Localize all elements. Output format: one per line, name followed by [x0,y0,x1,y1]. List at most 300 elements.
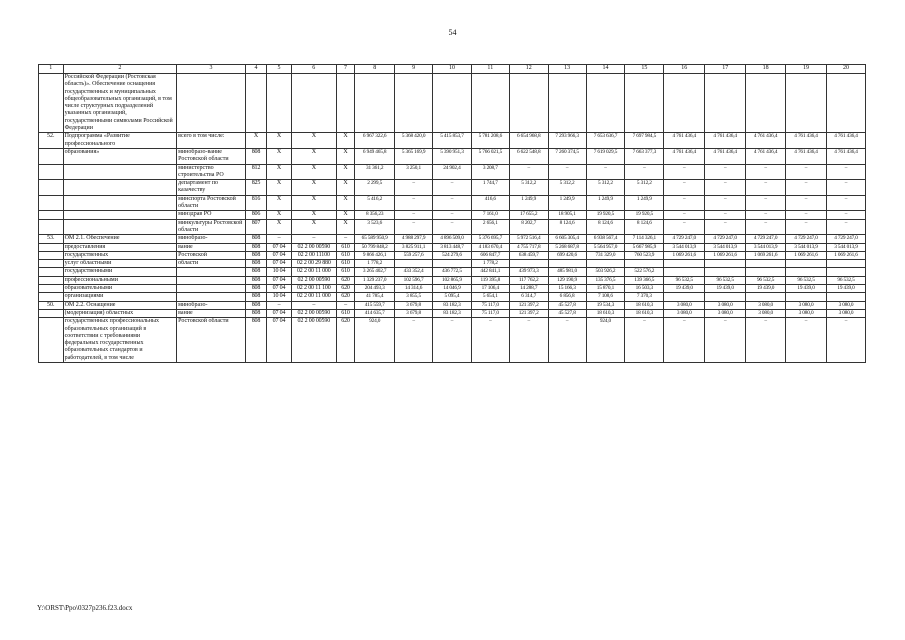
table-cell [705,293,746,301]
table-cell: 5 667 985,9 [625,243,664,251]
table-cell: 3 825 911,1 [395,243,433,251]
table-cell: 17 655,2 [509,211,548,219]
table-cell: вание [177,309,246,317]
table-cell [177,285,246,293]
table-cell: X [267,148,292,164]
table-cell: всего в том числе: [177,133,246,149]
table-cell: 3 080,0 [664,309,705,317]
table-cell: – [433,318,472,363]
table-cell: 139 366,5 [625,276,664,284]
table-cell: 8 124,6 [548,219,586,235]
table-cell: – [705,164,746,180]
table-cell [39,211,64,219]
table-cell [786,268,827,276]
table-cell: 8 124,6 [586,219,625,235]
table-cell: – [509,318,548,363]
table-cell [267,74,292,133]
table-cell: 14 314,6 [395,285,433,293]
table-cell: государственных профессиональных образовательных организаций в соответствии с требованиями федеральных государственных образовательных стандартов и работодателей, в том числе [63,318,177,363]
table-cell: – [267,235,292,243]
table-cell: 414 635,7 [355,309,395,317]
table-cell [433,260,472,268]
table-cell: 18 905,1 [548,211,586,219]
table-cell: 5 312,2 [548,180,586,196]
table-cell: 1 329 237,0 [355,276,395,284]
table-cell: 4 729 247,0 [746,235,786,243]
table-cell: 07 04 [267,285,292,293]
table-cell: 19 439,0 [827,285,866,293]
table-cell: – [746,180,786,196]
table-cell: образовательными [63,285,177,293]
table-cell: 7 161,0 [471,211,509,219]
table-cell: 6 938 567,4 [586,235,625,243]
table-cell: 07 04 [267,309,292,317]
table-cell [39,164,64,180]
table-cell [63,211,177,219]
table-cell: министерство строительства РО [177,164,246,180]
table-row [39,74,866,133]
table-cell: 4 761 436,4 [786,133,827,149]
table-row [39,133,866,149]
table-cell: 503 926,2 [586,268,625,276]
table-cell: 5 368 420,0 [395,133,433,149]
table-cell: 5 972 516,4 [509,235,548,243]
table-cell [433,74,472,133]
table-row [39,180,866,196]
table-cell: – [786,318,827,363]
table-cell [746,74,786,133]
table-cell: 9 866 426,1 [355,251,395,259]
table-cell: 96 532,5 [705,276,746,284]
table-cell: профессиональными [63,276,177,284]
table-cell: X [245,133,266,149]
table-cell: X [267,219,292,235]
table-cell: 19 920,5 [586,211,625,219]
table-cell [509,74,548,133]
table-row [39,301,866,309]
table-cell: 96 532,5 [664,276,705,284]
table-cell: – [664,211,705,219]
header-cell: 7 [336,65,354,74]
table-cell: 4 729 247,0 [827,235,866,243]
table-cell: 02 2 00 00590 [291,276,336,284]
header-cell: 14 [586,65,625,74]
table-cell: – [395,219,433,235]
table-cell: 3 679,8 [395,309,433,317]
table-cell: – [664,219,705,235]
table-cell [746,293,786,301]
table-cell [746,260,786,268]
table-cell: X [336,148,354,164]
table-cell: 808 [245,318,266,363]
table-cell: 4 761 436,4 [705,133,746,149]
table-cell: 3 080,0 [786,309,827,317]
table-cell [586,260,625,268]
table-cell: 19 439,0 [664,285,705,293]
table-cell [177,268,246,276]
table-cell: 117 762,2 [509,276,548,284]
table-cell: 6 622 548,8 [509,148,548,164]
table-cell: 19 439,0 [705,285,746,293]
table-cell: 07 04 [267,251,292,259]
table-cell: 808 [245,251,266,259]
table-cell: 7 260 374,5 [548,148,586,164]
table-cell: департамент по казачеству [177,180,246,196]
table-cell: – [395,180,433,196]
header-cell: 13 [548,65,586,74]
table-cell: X [267,164,292,180]
table-cell [63,219,177,235]
table-cell [786,260,827,268]
table-cell [395,74,433,133]
table-cell: 10 04 [267,293,292,301]
table-cell: – [705,211,746,219]
table-cell: 3 080,0 [705,301,746,309]
table-cell [39,219,64,235]
table-cell: – [786,211,827,219]
table-cell [664,268,705,276]
table-cell [509,260,548,268]
table-cell: 83 182,3 [433,309,472,317]
table-cell: X [291,148,336,164]
table-cell: государственных [63,251,177,259]
table-cell: – [827,195,866,211]
table-cell: 07 04 [267,276,292,284]
table-cell: 15 870,1 [586,285,625,293]
table-cell: – [625,318,664,363]
table-cell [177,276,246,284]
table-cell: минздрав РО [177,211,246,219]
table-cell: 3 080,0 [827,301,866,309]
table-cell: ОМ 2.1. Обеспечение [63,235,177,243]
table-cell: – [827,164,866,180]
table-cell: 14 288,7 [509,285,548,293]
table-cell: 6 949 465,8 [355,148,395,164]
table-cell: – [786,195,827,211]
table-cell: 4 761 436,4 [746,133,786,149]
table-cell: – [548,318,586,363]
table-cell: – [291,301,336,309]
table-cell [586,74,625,133]
table-cell: 3 080,0 [705,309,746,317]
table-cell: 121 397,2 [509,309,548,317]
table-cell: 07 04 [267,318,292,363]
table-cell: 02 2 00 11 000 [291,293,336,301]
table-cell: – [433,211,472,219]
table-cell: 3 813 448,7 [433,243,472,251]
table-cell: 7 653 636,7 [586,133,625,149]
table-cell: 45 527,8 [548,309,586,317]
table-cell: 825 [245,180,266,196]
table-cell: X [267,211,292,219]
header-cell: 17 [705,65,746,74]
table-row [39,195,866,211]
table-cell: 6 605 305,4 [548,235,586,243]
table-cell: 4 729 247,0 [786,235,827,243]
table-cell: 3 544 013,9 [705,243,746,251]
table-cell: 96 532,5 [786,276,827,284]
table-cell: 638 459,7 [509,251,548,259]
table-cell: 19 439,0 [786,285,827,293]
table-row [39,148,866,164]
table-cell: – [625,164,664,180]
table-cell: X [267,195,292,211]
table-cell: 1 069 261,6 [827,251,866,259]
table-cell: 436 772,5 [433,268,472,276]
table-cell: – [395,195,433,211]
table-cell: 16 503,3 [625,285,664,293]
table-cell: 620 [336,293,354,301]
table-cell: 610 [336,243,354,251]
table-cell: 10 04 [267,268,292,276]
header-cell: 11 [471,65,509,74]
table-cell: X [291,133,336,149]
table-row [39,260,866,268]
header-cell: 12 [509,65,548,74]
table-cell [39,318,64,363]
table-cell: 3 080,0 [827,309,866,317]
header-cell: 3 [177,65,246,74]
table-cell: – [336,235,354,243]
table-cell [471,74,509,133]
table-cell: 522 576,2 [625,268,664,276]
table-cell: 924,0 [586,318,625,363]
table-cell: услуг областными [63,260,177,268]
table-cell: 5 312,2 [509,180,548,196]
table-cell: Российской Федерации (Ростовская область)». Обеспечение оснащения государственных и муниципальных общеобразовательных организаций, в том числе структурных подразделений указанных организаций, государственными символами Российской Федерации [63,74,177,133]
table-cell: 1 069 261,6 [746,251,786,259]
table-cell: X [291,195,336,211]
table-cell: 7 370,3 [625,293,664,301]
table-cell: 45 527,8 [548,301,586,309]
table-cell: X [336,211,354,219]
header-cell: 6 [291,65,336,74]
table-cell: 606 847,7 [471,251,509,259]
table-cell: 3 080,0 [746,309,786,317]
table-cell: 4 761 436,4 [786,148,827,164]
table-cell: 3 855,5 [395,293,433,301]
table-cell: организациями [63,293,177,301]
table-cell: 121 397,2 [509,301,548,309]
table-cell: 806 [245,211,266,219]
header-cell: 20 [827,65,866,74]
table-cell [63,164,177,180]
header-row [39,65,866,74]
table-cell: 3 544 013,9 [746,243,786,251]
table-cell: 07 04 [267,260,292,268]
table-cell: – [664,195,705,211]
table-cell [39,251,64,259]
table-cell: 808 [245,285,266,293]
table-cell: 816 [245,195,266,211]
table-cell: 439 973,3 [509,268,548,276]
table-cell: государственными [63,268,177,276]
table-cell: 02 2 00 11 000 [291,268,336,276]
table-cell: 4 183 670,4 [471,243,509,251]
table-cell: 3 080,0 [664,301,705,309]
table-cell: 442 841,1 [471,268,509,276]
table-cell: 31 361,2 [355,164,395,180]
table-cell: – [827,219,866,235]
table-cell: 416,6 [471,195,509,211]
table-cell: Подпрограмма «Развитие профессионального [63,133,177,149]
table-cell: Ростовской [177,251,246,259]
table-cell: 4 729 247,0 [664,235,705,243]
table-cell: 3 250,1 [395,164,433,180]
table-cell: 5 312,2 [586,180,625,196]
table-cell: – [664,318,705,363]
table-cell: 18 610,3 [625,309,664,317]
table-cell [705,74,746,133]
table-cell: 2 656,1 [471,219,509,235]
table-cell: – [705,180,746,196]
header-cell: 18 [746,65,786,74]
table-cell: 75 117,0 [471,301,509,309]
table-cell [63,180,177,196]
table-cell: 808 [245,309,266,317]
table-cell: 5 415 853,7 [433,133,472,149]
table-cell: 6 654 968,8 [509,133,548,149]
table-cell: – [433,219,472,235]
table-cell: 52. [39,133,64,149]
table-cell [39,195,64,211]
header-cell: 4 [245,65,266,74]
table-row [39,318,866,363]
header-cell: 16 [664,65,705,74]
table-cell: 96 532,5 [746,276,786,284]
table-cell: 4 988 297,9 [395,235,433,243]
table-cell: 610 [336,268,354,276]
table-cell: 4 761 436,4 [664,133,705,149]
table-cell: 3 080,0 [786,301,827,309]
header-cell: 8 [355,65,395,74]
table-cell: 5 390 951,3 [433,148,472,164]
table-cell [705,268,746,276]
budget-table [38,64,866,363]
table-cell: – [746,164,786,180]
table-row [39,309,866,317]
table-cell: 808 [245,268,266,276]
table-cell: 4 761 436,4 [746,148,786,164]
table-cell: – [746,195,786,211]
table-cell: X [291,164,336,180]
table-cell: – [705,219,746,235]
table-cell: 119 395,8 [471,276,509,284]
table-cell: 5 095,4 [433,293,472,301]
table-cell: – [471,318,509,363]
table-cell: 808 [245,276,266,284]
table-cell: – [395,211,433,219]
table-cell: 610 [336,260,354,268]
table-cell: 02 2 00 29 880 [291,260,336,268]
table-cell: 812 [245,164,266,180]
table-cell: 7 293 966,3 [548,133,586,149]
table-cell: – [395,318,433,363]
table-cell: 19 534,3 [586,301,625,309]
table-cell: 1 249,9 [548,195,586,211]
table-cell: – [664,180,705,196]
table-cell: 17 106,4 [471,285,509,293]
table-cell [548,260,586,268]
table-row [39,293,866,301]
table-cell [291,74,336,133]
table-cell: 96 532,5 [827,276,866,284]
table-cell: 5 376 695,7 [471,235,509,243]
table-cell [786,293,827,301]
table-cell: 807 [245,219,266,235]
table-cell: 610 [336,251,354,259]
table-cell [39,148,64,164]
table-cell: предоставления [63,243,177,251]
table-cell [39,293,64,301]
header-cell: 2 [63,65,177,74]
table-cell: X [291,180,336,196]
table-cell: X [336,133,354,149]
table-cell: (модернизация) областных [63,309,177,317]
table-cell: минобразо- [177,235,246,243]
table-cell: 6 314,7 [509,293,548,301]
table-cell: минобразо-вание Ростовской области [177,148,246,164]
table-cell: 02 2 00 11100 [291,251,336,259]
table-cell: 1 778,2 [471,260,509,268]
table-cell: 3 679,8 [395,301,433,309]
table-cell: 15 166,3 [548,285,586,293]
table-cell: – [586,164,625,180]
table-cell: 53. [39,235,64,243]
table-cell: 808 [245,235,266,243]
table-row [39,251,866,259]
table-cell: 02 2 00 00590 [291,309,336,317]
table-cell: минкультуры Ростовской области [177,219,246,235]
table-cell: X [336,219,354,235]
table-cell [245,74,266,133]
table-cell: 19 920,5 [625,211,664,219]
table-cell: 8 202,7 [509,219,548,235]
table-cell: 8 124,6 [625,219,664,235]
table-row [39,276,866,284]
table-cell: 485 981,0 [548,268,586,276]
table-cell: 1 744,7 [471,180,509,196]
table-cell: – [746,318,786,363]
table-cell: 924,0 [355,318,395,363]
table-cell [355,74,395,133]
table-cell: Ростовской области [177,318,246,363]
table-cell: 4 729 247,0 [705,235,746,243]
table-cell [827,268,866,276]
table-cell: X [267,133,292,149]
table-cell: 4 896 509,0 [433,235,472,243]
page-number: 54 [448,28,457,37]
table-row [39,243,866,251]
table-cell [548,74,586,133]
table-cell [39,243,64,251]
table-cell: 129 190,9 [548,276,586,284]
table-cell: 1 249,9 [625,195,664,211]
table-cell: 731 329,0 [586,251,625,259]
table-cell [664,293,705,301]
table-cell: – [746,219,786,235]
table-cell: 3 544 013,9 [786,243,827,251]
table-cell: 3 265 402,7 [355,268,395,276]
table-row [39,164,866,180]
table-cell: 4 761 436,4 [827,133,866,149]
table-cell: ОМ 2.2. Оснащение [63,301,177,309]
table-cell: 8 356,23 [355,211,395,219]
table-cell: – [786,164,827,180]
table-cell: 135 376,5 [586,276,625,284]
table-cell: 4 761 436,4 [705,148,746,164]
table-cell: 610 [336,309,354,317]
